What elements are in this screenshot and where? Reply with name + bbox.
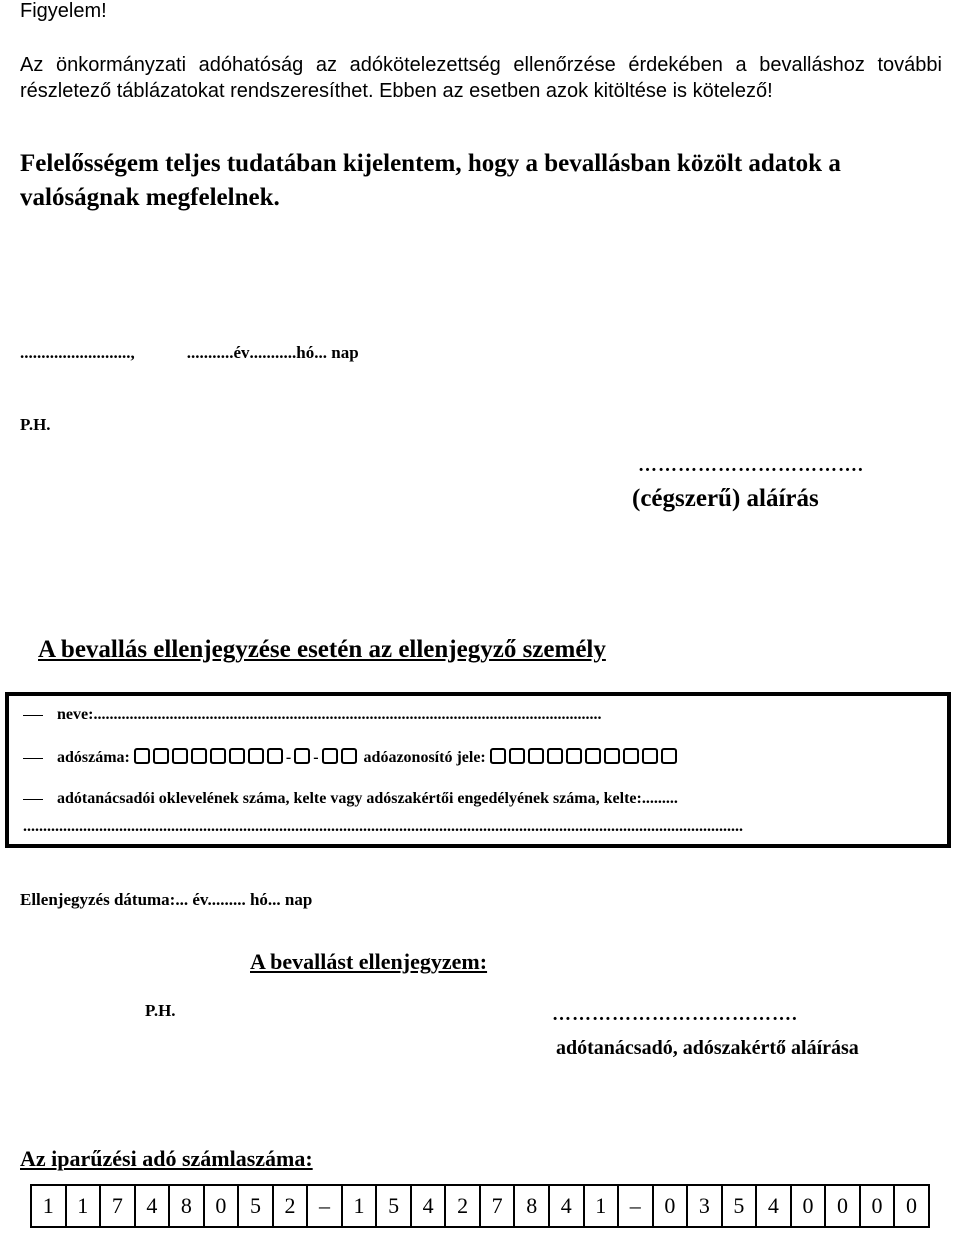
- certify-stamp-placeholder: P.H.: [145, 1001, 176, 1020]
- account-digit-cell: 1: [67, 1186, 102, 1226]
- certificate-field[interactable]: .........: [641, 790, 678, 807]
- countersign-month-label: hó: [249, 890, 268, 909]
- account-digit-cell: 7: [481, 1186, 516, 1226]
- dash-bullet: [23, 799, 43, 800]
- date-month-field[interactable]: ...........: [249, 343, 297, 362]
- countersign-month-field[interactable]: .........: [207, 890, 246, 909]
- countersign-year-field[interactable]: ...: [175, 890, 189, 909]
- tax-id-label: adóazonosító jele:: [363, 749, 486, 766]
- stamp-placeholder: P.H.: [20, 415, 51, 434]
- account-digit-cell: 2: [274, 1186, 309, 1226]
- name-field[interactable]: ...............................................................................................................................: [93, 706, 602, 723]
- digit-box[interactable]: [267, 748, 283, 764]
- countersign-title: A bevallás ellenjegyzése esetén az ellenjegyző személy: [38, 636, 606, 663]
- digit-box[interactable]: [604, 748, 620, 764]
- digit-box[interactable]: [566, 748, 582, 764]
- signature-label: (cégszerű) aláírás: [632, 485, 819, 512]
- advisor-signature-label: adótanácsadó, adószakértő aláírása: [556, 1037, 859, 1059]
- continuation-field[interactable]: ....................................................................................................................................................................................: [23, 818, 743, 835]
- digit-box[interactable]: [172, 748, 188, 764]
- account-digit-cell: 0: [654, 1186, 689, 1226]
- date-year-label: év: [233, 343, 250, 362]
- account-digit-cell: 5: [239, 1186, 274, 1226]
- digit-box[interactable]: [661, 748, 677, 764]
- hyphen: -: [285, 749, 292, 766]
- digit-box[interactable]: [509, 748, 525, 764]
- digit-box[interactable]: [210, 748, 226, 764]
- digit-box[interactable]: [547, 748, 563, 764]
- account-digit-cell: 4: [757, 1186, 792, 1226]
- account-digit-cell: 5: [377, 1186, 412, 1226]
- countersign-continuation-row: [23, 818, 743, 836]
- countersign-year-label: év: [192, 890, 208, 909]
- account-digit-cell: 0: [205, 1186, 240, 1226]
- account-digit-cell: 8: [170, 1186, 205, 1226]
- date-day-label: nap: [331, 343, 359, 362]
- account-number-grid: [30, 1184, 930, 1228]
- account-digit-cell: 1: [343, 1186, 378, 1226]
- advisor-signature-field[interactable]: ……………………………….: [552, 1004, 798, 1025]
- countersign-box: [5, 692, 951, 848]
- countersign-day-label: nap: [284, 890, 313, 909]
- digit-box[interactable]: [191, 748, 207, 764]
- account-digit-cell: 4: [136, 1186, 171, 1226]
- account-digit-cell: 0: [906, 1193, 918, 1218]
- account-digit-cell: –: [619, 1186, 654, 1226]
- countersign-date-label: Ellenjegyzés dátuma:: [20, 890, 176, 909]
- digit-box[interactable]: [528, 748, 544, 764]
- name-label: neve:: [57, 706, 94, 723]
- account-digit-cell: 1: [32, 1186, 67, 1226]
- digit-box[interactable]: [153, 748, 169, 764]
- digit-box[interactable]: [490, 748, 506, 764]
- certify-title: A bevallást ellenjegyzem:: [250, 949, 488, 974]
- signature-field[interactable]: …………………………….: [638, 455, 864, 476]
- countersign-name-row: [23, 706, 601, 724]
- account-digit-cell: –: [308, 1186, 343, 1226]
- account-digit-cell: 8: [515, 1186, 550, 1226]
- date-month-label: hó: [296, 343, 315, 362]
- signature-date-line: [20, 343, 359, 363]
- warning-heading: Figyelem!: [20, 0, 107, 22]
- dash-bullet: [23, 758, 43, 759]
- tax-number-label: adószáma:: [57, 749, 130, 766]
- account-digit-cell: 2: [446, 1186, 481, 1226]
- digit-box[interactable]: [294, 748, 310, 764]
- digit-box[interactable]: [322, 748, 338, 764]
- dash-bullet: [23, 715, 43, 716]
- countersign-date-line: [20, 890, 312, 910]
- account-digit-cell: 5: [723, 1186, 758, 1226]
- account-digit-cell: 4: [412, 1186, 447, 1226]
- account-digit-cell: 1: [585, 1186, 620, 1226]
- notice-text: Az önkormányzati adóhatóság az adókötelezettség ellenőrzése érdekében a bevalláshoz további részletező táblázatokat rendszeresíthet. Ebben az esetben azok kitöltése is kötelező!: [20, 54, 942, 102]
- countersign-certificate-row: [23, 790, 678, 808]
- digit-box[interactable]: [134, 748, 150, 764]
- countersign-day-field[interactable]: ...: [267, 890, 281, 909]
- hyphen: -: [313, 749, 319, 766]
- declaration-text: Felelősségem teljes tudatában kijelentem, hogy a bevallásban közölt adatok a valóságnak megfelelnek.: [20, 150, 841, 211]
- digit-box[interactable]: [248, 748, 264, 764]
- account-title: Az iparűzési adó számlaszáma:: [20, 1146, 313, 1171]
- tax-id-boxes[interactable]: [490, 749, 680, 766]
- digit-box[interactable]: [229, 748, 245, 764]
- certificate-label: adótanácsadói oklevelének száma, kelte vagy adószakértői engedélyének száma, kelte:: [57, 790, 642, 807]
- account-digit-cell: 3: [688, 1186, 723, 1226]
- digit-box[interactable]: [585, 748, 601, 764]
- digit-box[interactable]: [623, 748, 639, 764]
- date-day-field[interactable]: ...: [314, 343, 328, 362]
- account-digit-cell: 0: [861, 1186, 896, 1226]
- digit-box[interactable]: [642, 748, 658, 764]
- countersign-tax-row: [23, 748, 680, 767]
- digit-box[interactable]: [341, 748, 357, 764]
- tax-number-boxes[interactable]: [134, 749, 364, 766]
- account-digit-cell: 7: [101, 1186, 136, 1226]
- date-place-field[interactable]: ..........................,: [20, 343, 135, 362]
- account-digit-cell: 4: [550, 1186, 585, 1226]
- account-digit-cell: 0: [826, 1186, 861, 1226]
- account-digit-cell: 0: [792, 1186, 827, 1226]
- date-year-field[interactable]: ...........: [186, 343, 234, 362]
